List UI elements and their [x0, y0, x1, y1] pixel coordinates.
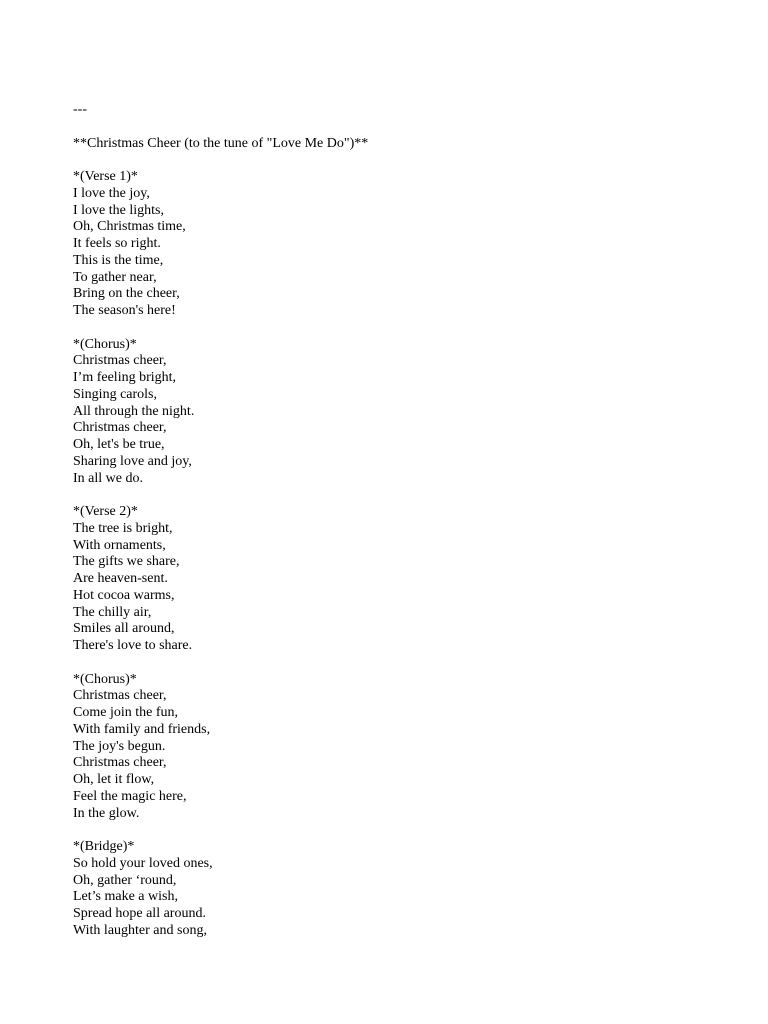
stanza-heading: *(Verse 2)* [73, 504, 138, 519]
stanza-heading: *(Chorus)* [73, 336, 137, 352]
lyric-line: I love the lights, [73, 202, 164, 218]
stanza [73, 504, 733, 655]
document-page [73, 102, 733, 940]
lyric-line: I’m feeling bright, [73, 370, 177, 385]
lyric-line: To gather near, [73, 269, 157, 285]
lyric-line: Oh, let it flow, [73, 772, 155, 787]
song-title: **Christmas Cheer (to the tune of "Love Me Do")** [73, 135, 369, 151]
lyric-line: I love the joy, [73, 185, 150, 201]
stanza [73, 169, 733, 320]
stanza-heading: *(Verse 1)* [73, 169, 138, 184]
lyric-line: The gifts we share, [73, 554, 180, 570]
stanza [73, 839, 733, 940]
lyric-line: Are heaven-sent. [73, 571, 168, 586]
lyric-line: Let’s make a wish, [73, 889, 178, 905]
lyric-line: Sharing love and joy, [73, 453, 192, 469]
lyric-line: Christmas cheer, [73, 755, 167, 771]
stanza [73, 337, 733, 488]
lyric-line: All through the night. [73, 403, 195, 419]
lyric-line: Smiles all around, [73, 621, 175, 637]
lyric-line: Christmas cheer, [73, 688, 167, 704]
lyric-line: Feel the magic here, [73, 788, 187, 804]
lyric-line: With family and friends, [73, 721, 211, 737]
lyric-line: The chilly air, [73, 604, 152, 620]
lyric-line: With ornaments, [73, 537, 166, 553]
lyric-line: In all we do. [73, 470, 143, 486]
blank-line [73, 119, 733, 136]
stanza-heading: *(Chorus)* [73, 671, 137, 687]
lyric-line: Christmas cheer, [73, 420, 167, 436]
lyric-line: The tree is bright, [73, 520, 173, 536]
stanza-heading: *(Bridge)* [73, 839, 135, 854]
lyric-line: With laughter and song, [73, 922, 207, 938]
lyric-line: It feels so right. [73, 236, 161, 251]
lyric-line: Christmas cheer, [73, 353, 167, 369]
lyric-line: The joy's begun. [73, 738, 166, 754]
lyric-line: Singing carols, [73, 386, 157, 402]
stanza [73, 672, 733, 823]
lyric-line: This is the time, [73, 252, 164, 268]
separator: --- [73, 102, 87, 117]
lyric-line: In the glow. [73, 805, 140, 821]
lyric-line: The season's here! [73, 303, 176, 318]
lyric-line: Bring on the cheer, [73, 286, 180, 302]
lyric-line: Hot cocoa warms, [73, 587, 175, 603]
lyric-line: Come join the fun, [73, 705, 178, 720]
lyric-line: So hold your loved ones, [73, 855, 213, 871]
lyric-line: Oh, let's be true, [73, 437, 165, 452]
lyric-line: Spread hope all around. [73, 906, 206, 921]
lyrics-body [73, 169, 733, 940]
lyric-line: Oh, Christmas time, [73, 219, 186, 235]
lyric-line: There's love to share. [73, 638, 193, 653]
lyric-line: Oh, gather ‘round, [73, 872, 177, 888]
